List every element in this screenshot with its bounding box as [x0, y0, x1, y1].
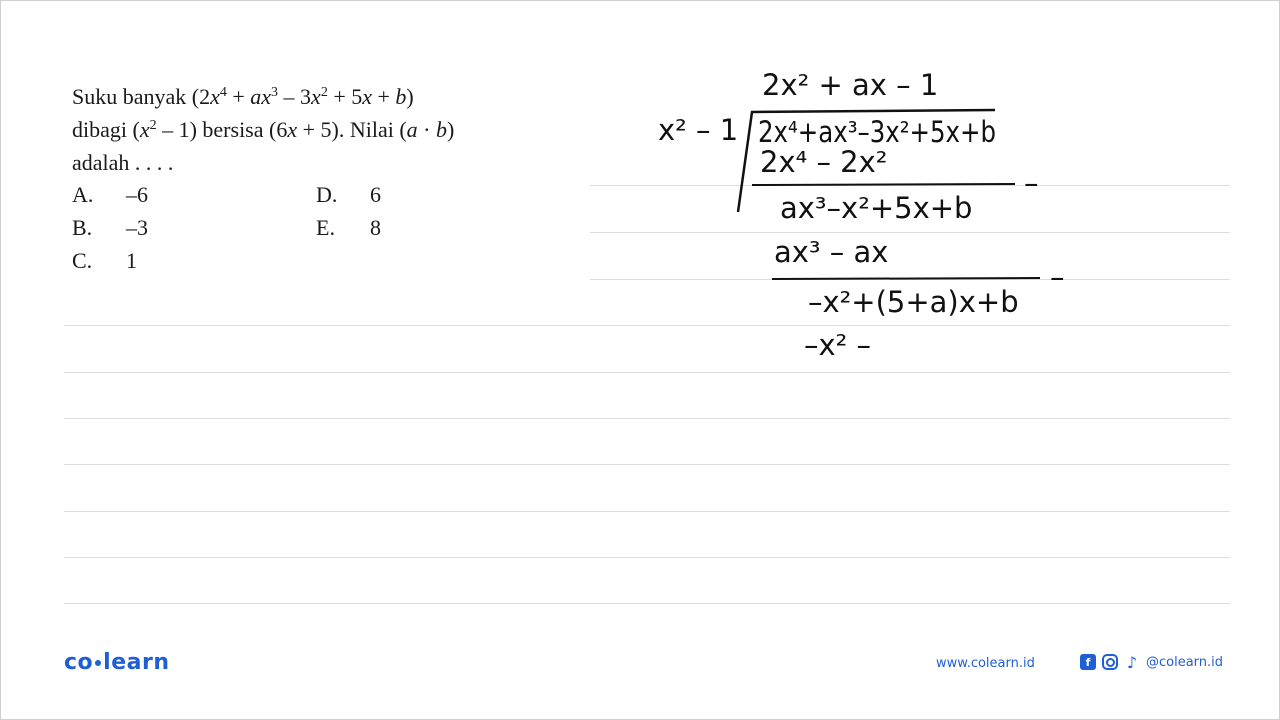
logo-dot [95, 660, 101, 666]
q-text: ) [406, 84, 414, 109]
q-text: dibagi ( [72, 117, 140, 142]
option-key: C. [72, 248, 93, 273]
subtraction-line [772, 278, 1040, 279]
q-text: – 1) bersisa (6 [156, 117, 288, 142]
option-value: 6 [370, 182, 381, 207]
option-value: 8 [370, 215, 381, 240]
q-text: · [417, 117, 436, 142]
q-exp: 3 [271, 85, 279, 100]
option-key: E. [316, 215, 335, 240]
q-text: Suku banyak (2 [72, 84, 211, 109]
subtract-1: 2x⁴ – 2x² [760, 145, 888, 179]
subtraction-line [752, 184, 1015, 185]
logo-part: learn [103, 650, 170, 675]
q-var: b [436, 117, 447, 142]
social-handle[interactable]: @colearn.id [1146, 654, 1224, 670]
q-var: x [287, 117, 298, 142]
q-text: + 5). Nilai ( [297, 117, 407, 142]
subtract-3: –x² – [804, 328, 872, 362]
q-exp: 2 [320, 85, 328, 100]
option-key: D. [316, 182, 338, 207]
option-key: A. [72, 182, 94, 207]
q-text: + [226, 84, 251, 109]
q-text: ) [447, 117, 455, 142]
minus-sign: – [1024, 166, 1039, 200]
q-var: ax [250, 84, 272, 109]
q-var: x [362, 84, 372, 109]
question-line-3: adalah . . . . [72, 150, 174, 175]
colearn-logo [64, 650, 169, 675]
option-value: –3 [126, 215, 148, 240]
website-link[interactable]: www.colearn.id [936, 656, 1035, 671]
option-value: –6 [126, 182, 148, 207]
option-key: B. [72, 215, 93, 240]
q-var: x [139, 117, 150, 142]
option-value: 1 [126, 248, 137, 273]
instagram-icon[interactable] [1102, 654, 1118, 670]
dividend: 2x⁴+ax³–3x²+5x+b [758, 115, 996, 149]
remainder-2: –x²+(5+a)x+b [808, 285, 1019, 319]
q-text: + 5 [327, 84, 363, 109]
q-var: x [210, 84, 220, 109]
minus-sign: – [1050, 260, 1065, 294]
logo-part: co [64, 650, 94, 675]
subtract-2: ax³ – ax [774, 235, 889, 269]
q-var: x [311, 84, 321, 109]
footer-bar [0, 620, 1280, 720]
q-exp: 2 [149, 118, 157, 133]
social-links [1080, 654, 1223, 670]
q-exp: 4 [219, 85, 227, 100]
q-var: a [406, 117, 418, 142]
remainder-1: ax³–x²+5x+b [780, 191, 973, 225]
tiktok-icon[interactable]: ♪ [1126, 652, 1138, 672]
facebook-icon[interactable]: f [1080, 654, 1096, 670]
q-text: + [372, 84, 396, 109]
q-text: – 3 [278, 84, 312, 109]
quotient: 2x² + ax – 1 [762, 68, 939, 102]
divisor: x² – 1 [658, 113, 739, 147]
q-var: b [395, 84, 407, 109]
